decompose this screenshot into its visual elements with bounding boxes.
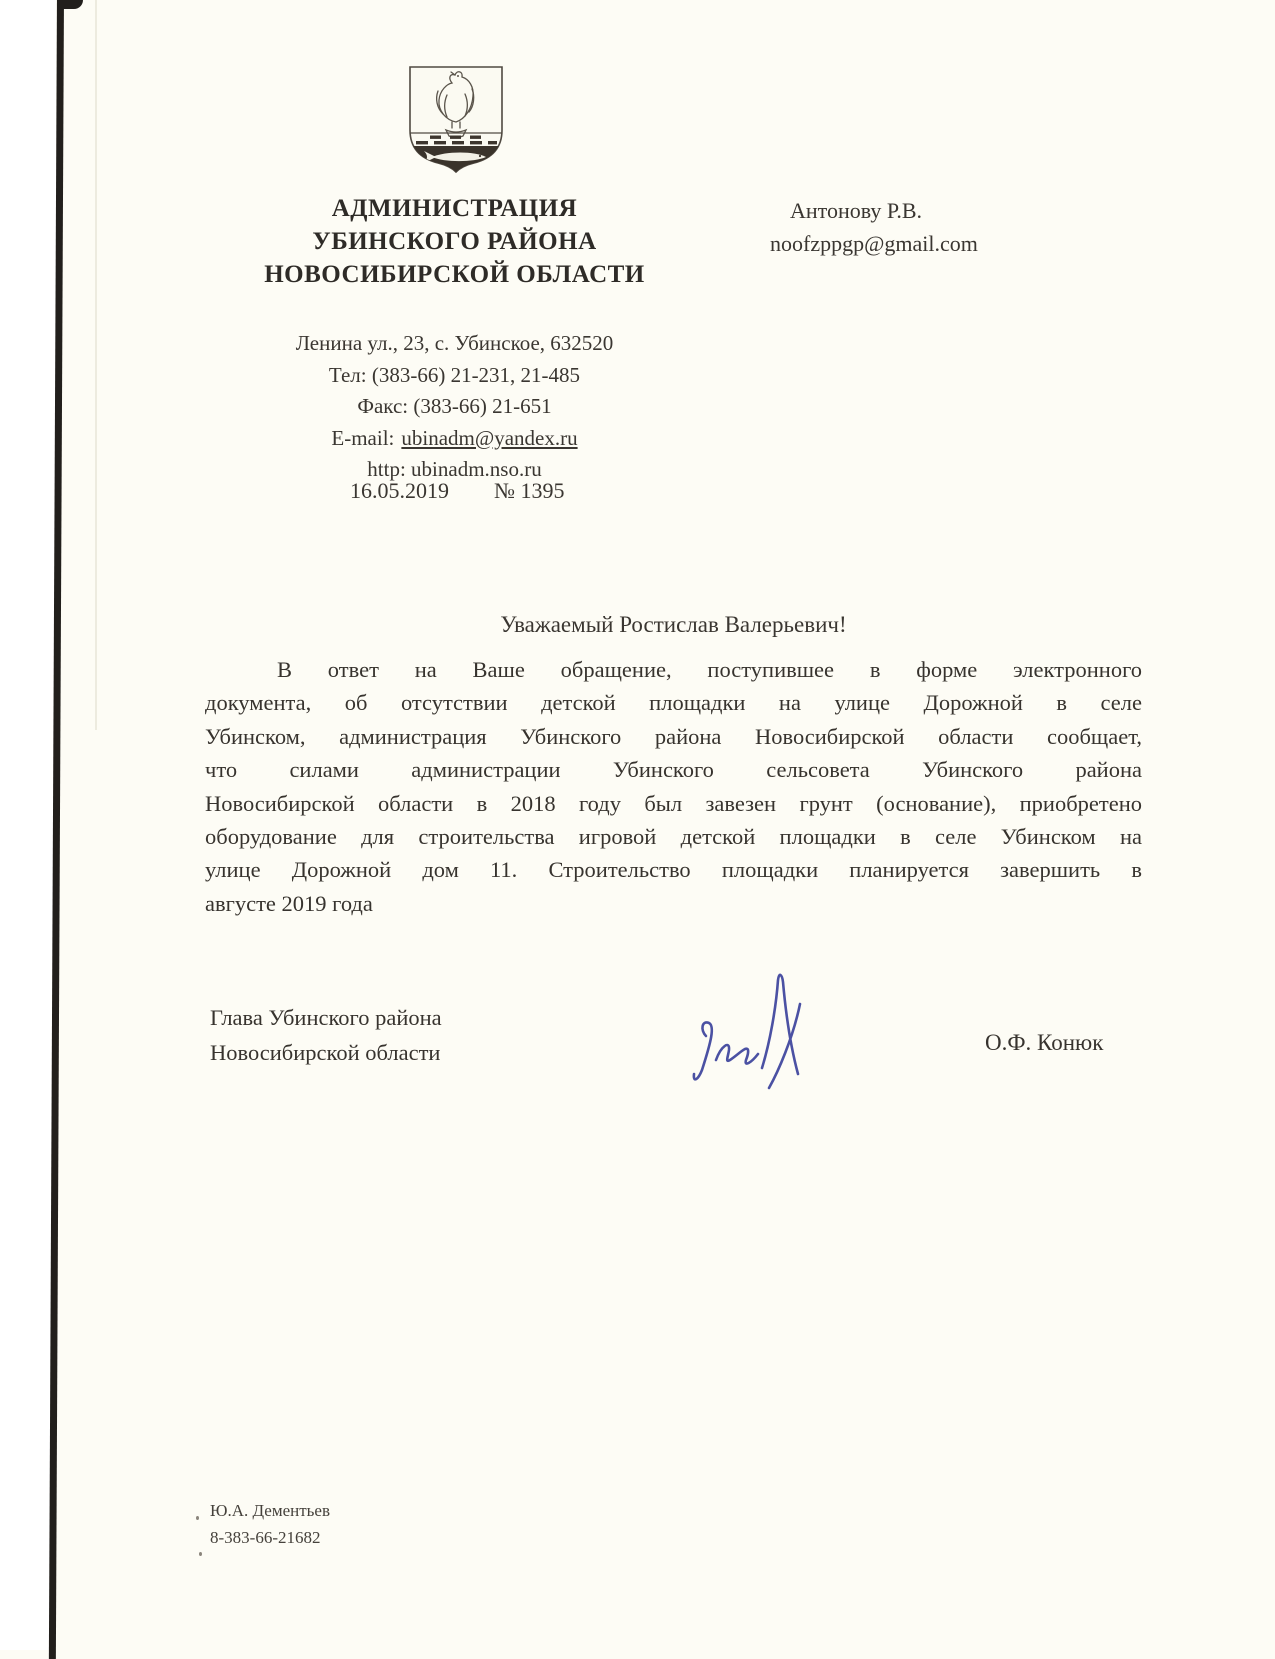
- letter-date: 16.05.2019: [350, 478, 449, 503]
- contact-fax: Факс: (383-66) 21-651: [357, 394, 552, 418]
- body-line: что силами администрации Убинского сельсовета Убинского района: [205, 757, 1142, 783]
- contact-phone: Тел: (383-66) 21-231, 21-485: [328, 362, 581, 387]
- coat-of-arms-icon: [402, 62, 510, 176]
- contact-address: Ленина ул., 23, с. Убинское, 632520: [295, 331, 614, 355]
- recipient-block: [770, 194, 1070, 260]
- letterhead-org-name: [227, 192, 682, 291]
- signer-position: [210, 1000, 630, 1070]
- page-fold-line: [95, 0, 97, 730]
- handwritten-signature-icon: [672, 946, 824, 1098]
- org-line-1: АДМИНИСТРАЦИЯ: [331, 195, 578, 222]
- scan-margin-strip: [0, 0, 56, 1650]
- executor-phone: 8-383-66-21682: [210, 1528, 321, 1547]
- letter-body: [205, 653, 1142, 920]
- signer-name: О.Ф. Конюк: [985, 1030, 1104, 1055]
- contact-website: http: ubinadm.nso.ru: [367, 457, 542, 481]
- recipient-email: noofzppgp@gmail.com: [770, 231, 978, 256]
- body-line: Новосибирской области в 2018 году был завезен грунт (основание), приобретено: [205, 790, 1142, 816]
- executor-name: Ю.А. Дементьев: [210, 1501, 331, 1520]
- org-line-2: УБИНСКОГО РАЙОНА: [312, 228, 597, 255]
- contact-email-label: E-mail:: [331, 425, 395, 450]
- body-line: документа, об отсутствии детской площадки на улице Дорожной в селе: [205, 690, 1142, 716]
- org-line-3: НОВОСИБИРСКОЙ ОБЛАСТИ: [264, 261, 645, 288]
- body-line: улице Дорожной дом 11. Строительство площадки планируется завершить в: [205, 857, 1142, 883]
- signer-position-line-1: Глава Убинского района: [210, 1005, 442, 1030]
- body-line: Убинском, администрация Убинского района Новосибирской области сообщает,: [205, 723, 1142, 749]
- reference-line: [350, 478, 565, 504]
- signer-position-line-2: Новосибирской области: [210, 1040, 441, 1065]
- letterhead-contact-block: [227, 328, 682, 486]
- salutation: Уважаемый Ростислав Валерьевич!: [500, 612, 847, 637]
- body-line: В ответ на Ваше обращение, поступившее в форме электронного: [277, 657, 1142, 682]
- scan-speck: [196, 1516, 199, 1520]
- executor-block: [210, 1497, 330, 1551]
- contact-email-line: [227, 423, 682, 455]
- contact-email-value: ubinadm@yandex.ru: [401, 425, 578, 450]
- scan-speck: [199, 1552, 202, 1556]
- recipient-name: Антонову Р.В.: [790, 198, 923, 223]
- body-line: оборудование для строительства игровой детской площадки в селе Убинском на: [205, 824, 1142, 850]
- body-line: августе 2019 года: [205, 890, 373, 916]
- scan-edge-corner: [60, 0, 83, 9]
- letter-number: № 1395: [494, 478, 565, 503]
